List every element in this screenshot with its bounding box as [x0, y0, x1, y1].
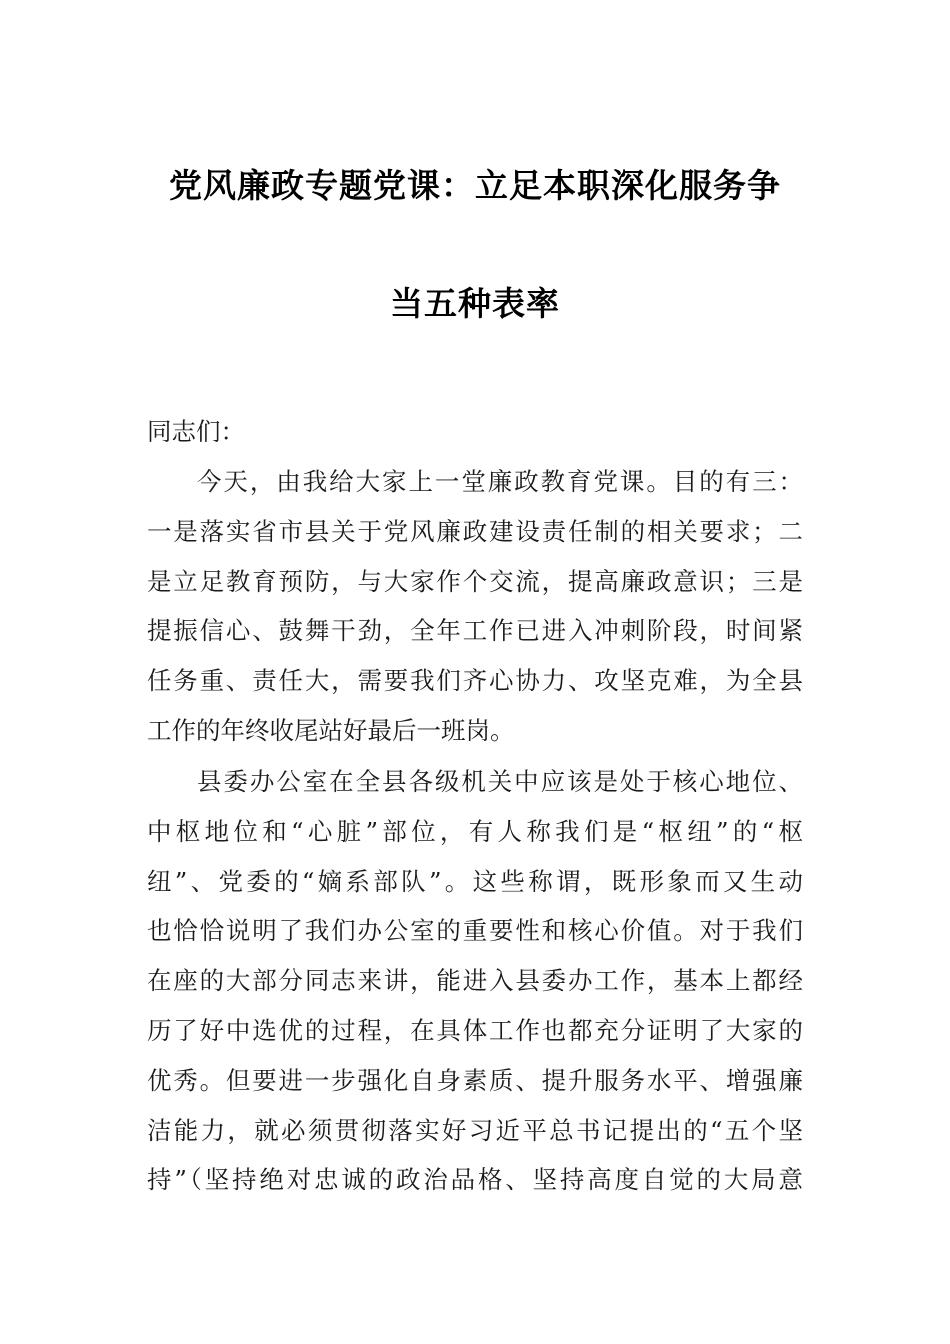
paragraph-line: 持”（坚持绝对忠诚的政治品格、坚持高度自觉的大局意 [147, 1165, 803, 1195]
paragraph-line: 今天，由我给大家上一堂廉政教育党课。目的有三： [197, 467, 803, 496]
document-title-line-1: 党风廉政专题党课：立足本职深化服务争 [169, 166, 781, 205]
paragraph-2 [147, 757, 803, 1205]
paragraph-line: 中枢地位和“心脏”部位，有人称我们是“枢纽”的“枢 [147, 816, 803, 846]
paragraph-line: 一是落实省市县关于党风廉政建设责任制的相关要求；二 [147, 516, 803, 546]
paragraph-line: 是立足教育预防，与大家作个交流，提高廉政意识；三是 [147, 566, 803, 596]
paragraph-line: 县委办公室在全县各级机关中应该是处于核心地位、 [197, 767, 803, 796]
paragraph-line: 工作的年终收尾站好最后一班岗。 [147, 715, 515, 745]
salutation: 同志们： [147, 417, 245, 446]
paragraph-line: 任务重、责任大，需要我们齐心协力、攻坚克难，为全县 [147, 666, 803, 696]
paragraph-line: 纽”、党委的“嫡系部队”。这些称谓，既形象而又生动 [147, 866, 803, 896]
paragraph-line: 在座的大部分同志来讲，能进入县委办工作，基本上都经 [147, 966, 803, 996]
paragraph-line: 优秀。但要进一步强化自身素质、提升服务水平、增强廉 [147, 1065, 803, 1095]
paragraph-1 [147, 457, 803, 756]
paragraph-line: 也恰恰说明了我们办公室的重要性和核心价值。对于我们 [147, 916, 803, 946]
paragraph-line: 历了好中选优的过程，在具体工作也都充分证明了大家的 [147, 1015, 803, 1045]
document-title-line-2: 当五种表率 [390, 284, 560, 323]
paragraph-line: 洁能力，就必须贯彻落实好习近平总书记提出的“五个坚 [147, 1115, 803, 1145]
paragraph-line: 提振信心、鼓舞干劲，全年工作已进入冲刺阶段，时间紧 [147, 616, 803, 646]
